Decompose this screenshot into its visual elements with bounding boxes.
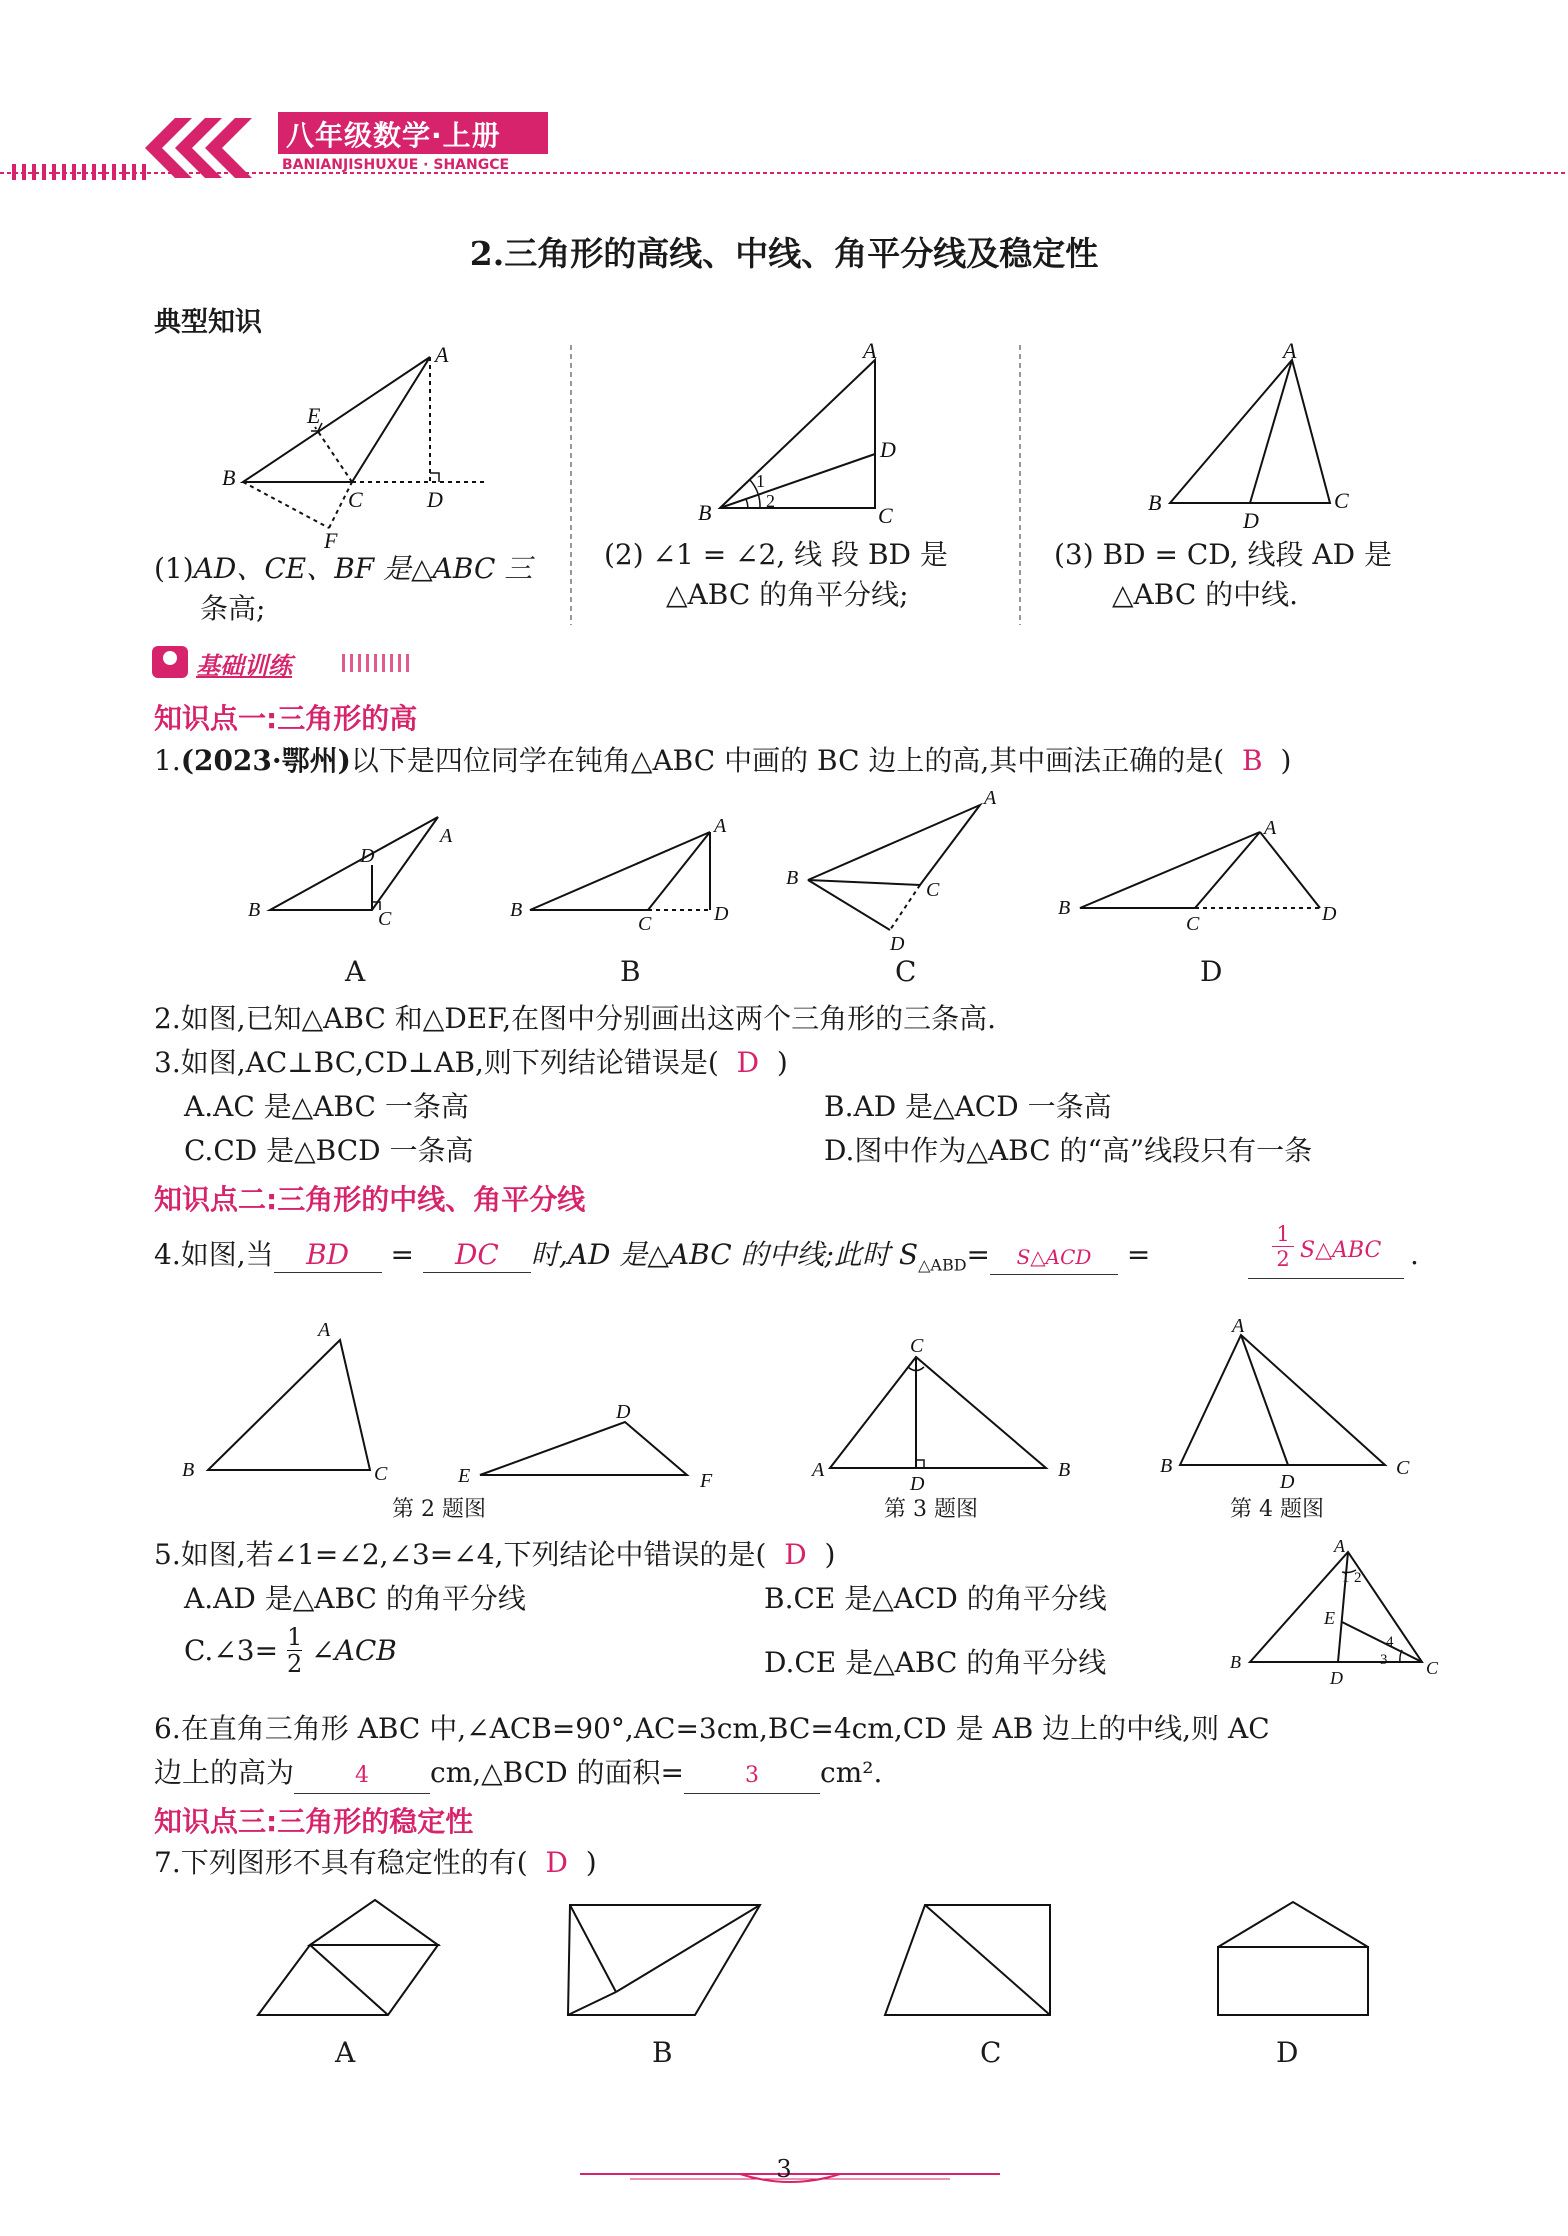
svg-text:D: D [1243,508,1259,533]
svg-text:A: A [1232,1315,1245,1337]
q6-blank-1: 4 [294,1759,430,1794]
svg-text:C: C [926,879,940,901]
knowledge-point-1: 知识点一:三角形的高 [154,702,418,735]
q1-option-d: D [1200,955,1223,988]
knowledge-3-line1: (3) BD = CD, 线段 AD 是 [1054,538,1392,571]
q3-answer: D [736,1046,760,1079]
svg-text:2: 2 [766,491,775,511]
q5-option-c-suffix: ∠ACB [311,1634,397,1667]
svg-text:C: C [1334,488,1349,513]
q4-prefix: 4.如图,当 [154,1238,274,1271]
question-7 [154,1846,597,1880]
svg-text:C: C [1396,1457,1410,1479]
svg-text:C: C [348,487,363,512]
q3-option-d: D.图中作为△ABC 的“高”线段只有一条 [824,1134,1313,1167]
q5-option-d: D.CE 是△ABC 的角平分线 [764,1646,1107,1679]
figure-4-caption: 第 4 题图 [1230,1497,1324,1522]
question-2: 2.如图,已知△ABC 和△DEF,在图中分别画出这两个三角形的三条高. [154,1002,997,1035]
svg-text:E: E [307,403,321,428]
svg-text:A: A [1283,338,1297,363]
svg-text:D: D [890,933,905,955]
svg-text:B: B [1058,1459,1071,1481]
knowledge-point-2: 知识点二:三角形的中线、角平分线 [154,1183,586,1216]
q7-option-figures [240,1890,1380,2030]
q7-text: 7.下列图形不具有稳定性的有( [154,1846,528,1879]
svg-text:D: D [714,903,729,925]
svg-text:B: B [1058,897,1071,919]
q5-option-b: B.CE 是△ACD 的角平分线 [764,1582,1107,1615]
q4-blank-4 [1248,1222,1404,1279]
svg-text:B: B [510,899,523,921]
svg-text:B: B [1230,1652,1241,1672]
svg-text:C: C [638,913,652,935]
q5-option-c [184,1624,397,1680]
q1-text: 以下是四位同学在钝角△ABC 中画的 BC 边上的高,其中画法正确的是( [350,744,1225,777]
q1-source: (2023·鄂州) [180,744,351,777]
q3-close: ) [776,1046,788,1079]
svg-text:B: B [698,500,712,525]
q7-answer: D [545,1846,568,1879]
svg-text:B: B [182,1459,195,1481]
q4-blank-2: DC [423,1238,531,1273]
section-title: 2.三角形的高线、中线、角平分线及稳定性 [469,234,1099,273]
q7-option-b: B [652,2036,673,2069]
q3-option-a: A.AC 是△ABC 一条高 [184,1090,469,1123]
svg-text:D: D [910,1473,925,1495]
q4-blank-4-text: S△ABC [1300,1238,1382,1263]
svg-text:B: B [1148,490,1162,515]
q3-text: 3.如图,AC⊥BC,CD⊥AB,则下列结论错误是( [154,1046,719,1079]
svg-text:A: A [714,815,727,837]
svg-text:1: 1 [756,471,765,491]
page-header [0,100,1568,190]
q3-option-c: C.CD 是△BCD 一条高 [184,1134,474,1167]
svg-text:D: D [360,845,375,867]
svg-text:D: D [1330,1668,1343,1688]
question-6-line2 [154,1756,882,1794]
svg-text:B: B [1160,1455,1173,1477]
q6-prefix: 边上的高为 [154,1756,295,1789]
q1-option-a: A [345,955,366,988]
question-figures-row [170,1310,1430,1495]
q1-close: ) [1280,744,1292,777]
knowledge-1-text: AD、CE、BF 是△ABC 三 [193,552,533,585]
q5-close: ) [824,1538,836,1571]
svg-text:F: F [700,1470,713,1492]
svg-text:C: C [910,1335,924,1357]
q7-option-a: A [335,2036,356,2069]
figure-angle-bisector [690,340,950,540]
svg-text:D: D [880,437,896,462]
q4-blank-3: S△ACD [990,1240,1118,1275]
q7-close: ) [585,1846,597,1879]
question-5 [154,1538,835,1572]
question-1 [154,744,1291,778]
figure-3-caption: 第 3 题图 [884,1497,978,1522]
basic-training-banner [152,642,432,682]
svg-text:A: A [812,1459,825,1481]
q1-option-b: B [620,955,641,988]
svg-text:E: E [458,1465,471,1487]
q3-option-b: B.AD 是△ACD 一条高 [824,1090,1112,1123]
q6-unit-1: cm,△BCD 的面积= [430,1756,685,1789]
q1-option-c: C [895,955,917,988]
q4-frac-den: 2 [1272,1246,1294,1271]
basic-training-label: 基础训练 [196,652,292,680]
header-subtitle: BANIANJISHUXUE · SHANGCE [282,157,510,173]
svg-text:C: C [374,1463,388,1485]
q5-frac-num: 1 [286,1623,303,1651]
svg-text:B: B [248,899,261,921]
q4-equals-1: = [390,1238,414,1271]
knowledge-1-cont: 条高; [200,592,266,625]
q7-option-d: D [1276,2036,1299,2069]
q5-option-a: A.AD 是△ABC 的角平分线 [184,1582,526,1615]
q7-option-c: C [980,2036,1002,2069]
q5-frac-den: 2 [286,1650,303,1678]
knowledge-2-line2: △ABC 的角平分线; [666,578,909,611]
q5-option-c-prefix: C.∠3= [184,1634,279,1667]
svg-text:1: 1 [1342,1570,1350,1586]
q1-option-figures [240,780,1400,955]
q1-answer: B [1242,744,1263,777]
svg-text:A: A [435,342,449,367]
svg-text:A: A [984,787,997,809]
knowledge-2-line1: (2) ∠1 = ∠2, 线 段 BD 是 [604,538,948,571]
svg-text:C: C [1426,1658,1439,1678]
question-6-line1: 6.在直角三角形 ABC 中,∠ACB=90°,AC=3cm,BC=4cm,CD 是 AB 边上的中线,则 AC [154,1712,1270,1745]
svg-text:F: F [324,528,338,553]
knowledge-1-prefix: (1) [154,552,194,585]
q4-subscript: △ABD [918,1255,967,1275]
svg-text:A: A [1264,817,1277,839]
svg-text:C: C [1186,913,1200,935]
figure-median [1140,340,1380,540]
q6-unit-2: cm². [820,1756,883,1789]
q6-blank-2: 3 [684,1759,820,1794]
question-3 [154,1046,788,1080]
svg-text:3: 3 [1380,1652,1388,1668]
header-decoration [0,100,1568,190]
q4-middle: 时,AD 是△ABC 的中线;此时 S [530,1238,919,1271]
svg-text:4: 4 [1386,1634,1394,1650]
q4-equals-3: = [1126,1238,1151,1271]
question-4 [154,1238,1150,1283]
svg-text:C: C [878,503,893,528]
knowledge-point-3: 知识点三:三角形的稳定性 [154,1805,474,1838]
page-number: 3 [776,2155,792,2183]
figure-q5 [1230,1536,1450,1700]
q4-frac-num: 1 [1276,1222,1290,1246]
knowledge-3-line2: △ABC 的中线. [1112,578,1299,611]
svg-text:A: A [1334,1536,1345,1556]
header-title: 八年级数学·上册 [286,119,501,152]
svg-text:A: A [440,825,453,847]
q4-blank-1: BD [274,1238,382,1273]
svg-text:C: C [378,908,392,930]
svg-text:D: D [616,1401,631,1423]
svg-text:A: A [863,338,877,363]
svg-text:D: D [427,487,443,512]
svg-text:D: D [1322,903,1337,925]
q5-text: 5.如图,若∠1=∠2,∠3=∠4,下列结论中错误的是( [154,1538,767,1571]
figure-2-caption: 第 2 题图 [392,1497,486,1522]
svg-text:2: 2 [1354,1570,1362,1586]
typical-knowledge-heading: 典型知识 [154,307,262,338]
q4-equals-2: = [966,1238,990,1271]
q4-end: . [1410,1238,1419,1271]
svg-text:B: B [222,465,236,490]
figure-altitudes [150,335,560,553]
svg-text:B: B [786,867,799,889]
svg-text:E: E [1324,1608,1335,1628]
svg-text:D: D [1280,1471,1295,1493]
q1-number: 1. [154,744,181,777]
q5-answer: D [784,1538,807,1571]
svg-text:A: A [318,1319,331,1341]
